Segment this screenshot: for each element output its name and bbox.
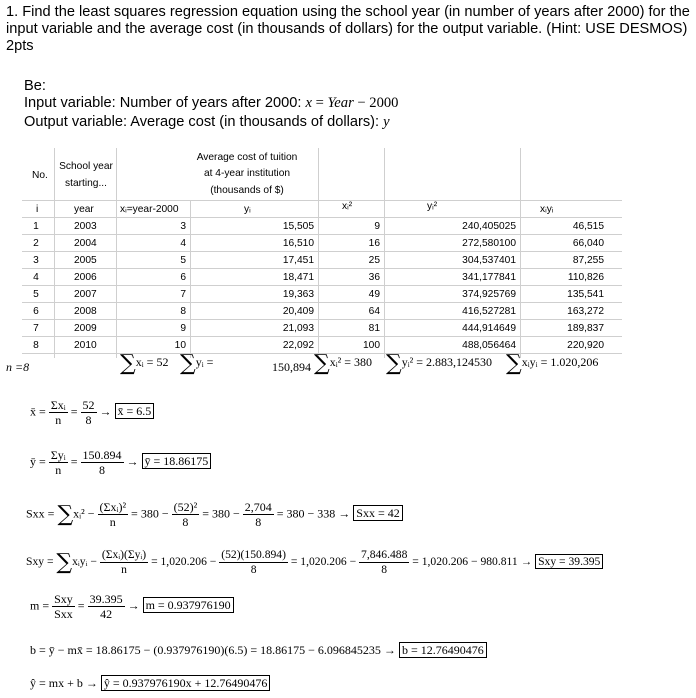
- table-cell-y: 19,363: [282, 289, 314, 300]
- yhat-line: ŷ = mx + b →: [30, 676, 98, 690]
- sxy-fraction-3: [359, 548, 409, 577]
- table-cell-year: 2007: [74, 289, 97, 300]
- subheader-xiyi: xᵢyᵢ: [540, 204, 554, 215]
- sxy-term: xᵢyᵢ −: [72, 555, 97, 569]
- ybar-result: ȳ = 18.86175: [142, 453, 212, 469]
- sum-y-label-text: yᵢ =: [195, 355, 214, 370]
- sxx-num3: 2,704: [244, 500, 272, 514]
- table-cell-x: 6: [180, 272, 186, 283]
- table-cell-i: 7: [33, 323, 39, 334]
- m-fraction: [52, 592, 75, 621]
- table-cell-xy: 189,837: [567, 323, 604, 334]
- sum-x2-value: xᵢ² = 380: [329, 355, 373, 370]
- table-cell-x2: 25: [368, 255, 380, 266]
- table-cell-i: 8: [33, 340, 39, 351]
- m-formula: [30, 592, 234, 621]
- xbar-fraction-2: [81, 398, 97, 427]
- sxy-result: Sxy = 39.395: [535, 554, 603, 569]
- table-cell-xy: 135,541: [567, 289, 604, 300]
- input-minus: − 2000: [353, 95, 399, 111]
- table-cell-xy: 66,040: [572, 238, 604, 249]
- ybar-den: n: [55, 463, 62, 477]
- subheader-yi2: yᵢ²: [427, 201, 438, 212]
- sxx-fraction: [98, 500, 129, 529]
- yhat-result: ŷ = 0.937976190x + 12.76490476: [101, 675, 271, 691]
- xbar-result: x̄ = 6.5: [115, 403, 155, 419]
- m-fraction-2: [88, 592, 125, 621]
- arrow-icon: →: [99, 404, 112, 419]
- header-school-starting: starting...: [65, 178, 107, 189]
- table-cell-x: 4: [180, 238, 186, 249]
- table-cell-year: 2010: [74, 340, 97, 351]
- table-cell-x2: 9: [374, 221, 380, 232]
- m-eq: =: [77, 598, 85, 613]
- sxy-den: n: [121, 563, 127, 576]
- table-cell-y: 20,409: [282, 306, 314, 317]
- question-text: 1. Find the least squares regression equation using the school year (in number of years after 2000) for the input variable and the average cost (in thousands of dollars) for the output variable. (Hint: USE DESMOS) 2pts: [6, 4, 690, 54]
- table-cell-x: 5: [180, 255, 186, 266]
- table-cell-x: 10: [174, 340, 186, 351]
- m-result: m = 0.937976190: [143, 597, 234, 613]
- sigma-icon: ∑: [506, 351, 522, 376]
- sigma-icon: ∑: [120, 351, 136, 376]
- header-school-year: School year: [59, 161, 113, 172]
- table-cell-x2: 16: [368, 238, 380, 249]
- table-cell-y2: 341,177841: [462, 272, 516, 283]
- m-num2: 39.395: [89, 592, 123, 606]
- table-cell-y2: 240,405025: [462, 221, 516, 232]
- table-cell-xy: 87,255: [572, 255, 604, 266]
- table-cell-x2: 100: [363, 340, 380, 351]
- sum-x2-total: [314, 351, 372, 376]
- xbar-formula: [30, 398, 154, 427]
- xbar-num2: 52: [82, 398, 95, 412]
- sxx-den: n: [109, 515, 116, 529]
- ybar-fraction: [49, 448, 68, 477]
- sxx-fraction-3: [243, 500, 274, 529]
- table-cell-xy: 46,515: [572, 221, 604, 232]
- table-cell-xy: 110,826: [567, 272, 604, 283]
- arrow-icon: →: [127, 598, 140, 613]
- sxy-tail: = 1,020.206 − 980.811 →: [412, 555, 533, 569]
- sigma-icon: ∑: [314, 351, 330, 376]
- table-cell-x: 8: [180, 306, 186, 317]
- table-cell-x: 9: [180, 323, 186, 334]
- sxy-fraction-2: [219, 548, 288, 577]
- table-cell-i: 2: [33, 238, 39, 249]
- table-cell-x2: 64: [368, 306, 380, 317]
- sxy-mid: = 1,020.206 −: [151, 555, 217, 569]
- table-cell-y: 18,471: [282, 272, 314, 283]
- table-cell-x: 3: [180, 221, 186, 232]
- table-cell-year: 2006: [74, 272, 97, 283]
- sxx-den3: 8: [255, 515, 262, 529]
- subheader-xi2: xᵢ²: [342, 201, 353, 212]
- ybar-formula: [30, 448, 211, 477]
- sxy-mid2: = 1,020.206 −: [290, 555, 357, 569]
- sigma-icon: ∑: [56, 550, 73, 575]
- sxx-fraction-2: [172, 500, 200, 529]
- sxy-num2: (52)(150.894): [221, 548, 286, 561]
- sxx-mid: = 380 −: [131, 506, 169, 521]
- table-cell-y2: 444,914649: [462, 323, 516, 334]
- table-cell-xy: 220,920: [567, 340, 604, 351]
- sxx-num: (Σxᵢ)²: [99, 500, 127, 514]
- header-avg-cost-2: at 4-year institution: [203, 168, 291, 179]
- xbar-den: n: [55, 413, 62, 427]
- xbar-fraction: [49, 398, 68, 427]
- table-cell-x2: 49: [368, 289, 380, 300]
- m-num: Sxy: [54, 592, 73, 606]
- ybar-lhs: ȳ =: [30, 454, 46, 469]
- sxy-num: (Σxᵢ)(Σyᵢ): [101, 548, 147, 561]
- table-cell-y: 21,093: [282, 323, 314, 334]
- sxx-num2: (52)²: [173, 500, 198, 514]
- table-cell-x2: 36: [368, 272, 380, 283]
- xbar-eq: =: [70, 404, 78, 419]
- sum-y2-total: [386, 351, 492, 376]
- table-cell-y: 16,510: [282, 238, 314, 249]
- sum-x-total: [120, 351, 168, 376]
- sum-y2-value: yᵢ² = 2.883,124530: [401, 355, 493, 370]
- input-x: x: [305, 95, 312, 111]
- table-cell-year: 2008: [74, 306, 97, 317]
- xbar-lhs: x̄ =: [30, 404, 46, 419]
- subheader-year: year: [74, 204, 94, 215]
- output-y: y: [383, 114, 390, 130]
- table-cell-y2: 374,925769: [462, 289, 516, 300]
- output-variable-label: Output variable: Average cost (in thousands of dollars):: [24, 114, 384, 130]
- header-avg-cost-3: (thousands of $): [210, 185, 284, 196]
- sum-y-label: [180, 351, 213, 376]
- table-cell-i: 3: [33, 255, 39, 266]
- sxx-mid2: = 380 −: [202, 506, 240, 521]
- sigma-icon: ∑: [386, 351, 402, 376]
- sxx-formula: [26, 500, 403, 529]
- m-den: Sxx: [54, 607, 73, 621]
- table-cell-xy: 163,272: [567, 306, 604, 317]
- xbar-den2: 8: [85, 413, 92, 427]
- sigma-icon: ∑: [180, 351, 196, 376]
- table-cell-i: 4: [33, 272, 39, 283]
- sxx-den2: 8: [182, 515, 189, 529]
- table-cell-y: 22,092: [282, 340, 314, 351]
- table-cell-x2: 81: [368, 323, 380, 334]
- table-cell-year: 2009: [74, 323, 97, 334]
- b-line: b = ȳ − mx̄ = 18.86175 − (0.937976190)(6.5) = 18.86175 − 6.096845235 →: [30, 643, 396, 657]
- sxx-tail: = 380 − 338 →: [276, 506, 351, 521]
- header-avg-cost-1: Average cost of tuition: [196, 152, 298, 163]
- sxy-fraction: [100, 548, 148, 577]
- sum-xy-value: xᵢyᵢ = 1.020,206: [521, 355, 599, 370]
- m-lhs: m =: [30, 598, 50, 613]
- be-label: Be:: [24, 78, 46, 94]
- input-equals: =: [311, 95, 328, 111]
- subheader-xi: xᵢ=year-2000: [120, 204, 179, 215]
- sigma-icon: ∑: [57, 502, 74, 527]
- input-variable-label: Input variable: Number of years after 2000:: [24, 95, 306, 111]
- header-no: No.: [32, 170, 48, 181]
- ybar-den2: 8: [99, 463, 106, 477]
- b-formula: [30, 643, 487, 658]
- table-cell-i: 5: [33, 289, 39, 300]
- sxx-result: Sxx = 42: [353, 505, 402, 521]
- table-cell-year: 2005: [74, 255, 97, 266]
- table-cell-y2: 416,527281: [462, 306, 516, 317]
- n-total: n =8: [6, 360, 30, 374]
- data-table: [6, 148, 622, 383]
- sxy-num3: 7,846.488: [361, 548, 408, 561]
- sxx-lhs: Sxx =: [26, 506, 55, 521]
- sum-y-total: 150,894: [272, 360, 311, 374]
- m-den2: 42: [100, 607, 113, 621]
- ybar-num: Σyᵢ: [50, 448, 66, 462]
- b-result: b = 12.76490476: [399, 642, 487, 658]
- table-cell-y2: 304,537401: [462, 255, 516, 266]
- ybar-num2: 150.894: [82, 448, 122, 462]
- table-cell-i: 6: [33, 306, 39, 317]
- table-cell-y2: 272,580100: [462, 238, 516, 249]
- input-variable-line: [24, 95, 398, 112]
- output-variable-line: [24, 114, 390, 131]
- arrow-icon: →: [126, 454, 139, 469]
- table-cell-i: 1: [33, 221, 39, 232]
- ybar-fraction-2: [81, 448, 124, 477]
- sxy-lhs: Sxy =: [26, 555, 54, 569]
- subheader-i: i: [36, 204, 39, 215]
- sxy-den2: 8: [250, 563, 257, 576]
- input-year: Year: [327, 95, 354, 111]
- sum-xy-total: [506, 351, 598, 376]
- sxy-formula: [26, 548, 603, 577]
- xbar-num: Σxᵢ: [50, 398, 66, 412]
- table-cell-y: 17,451: [282, 255, 314, 266]
- table-cell-y2: 488,056464: [462, 340, 516, 351]
- sxy-den3: 8: [381, 563, 388, 576]
- table-cell-x: 7: [180, 289, 186, 300]
- ybar-eq: =: [70, 454, 78, 469]
- sum-x-value: xᵢ = 52: [135, 355, 169, 370]
- table-cell-y: 15,505: [282, 221, 314, 232]
- sxx-term: xᵢ² −: [73, 506, 95, 521]
- table-cell-year: 2004: [74, 238, 97, 249]
- table-cell-year: 2003: [74, 221, 97, 232]
- yhat-formula: [30, 676, 270, 691]
- subheader-yi: yᵢ: [244, 204, 251, 215]
